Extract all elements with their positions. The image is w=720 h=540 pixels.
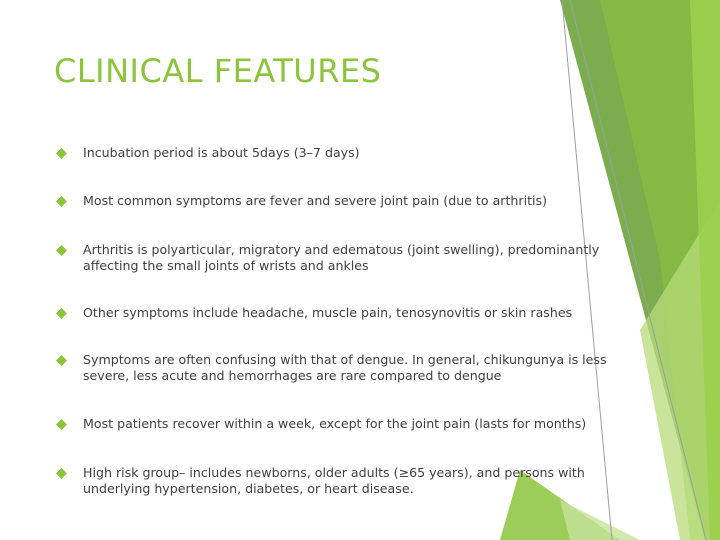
bullet-text: Symptoms are often confusing with that of dengue. In general, chikungunya is less severe, less acute and hemorrhages are rare compared to dengue: [83, 352, 607, 383]
diamond-bullet-icon: [56, 419, 67, 430]
diamond-bullet-icon: [56, 468, 67, 479]
diamond-bullet-icon: [56, 308, 67, 319]
diamond-bullet-icon: [56, 148, 67, 159]
bullet-text: Incubation period is about 5days (3–7 days): [83, 145, 360, 160]
slide-title: CLINICAL FEATURES: [54, 52, 382, 90]
diamond-bullet-icon: [56, 355, 67, 366]
diamond-bullet-icon: [56, 196, 67, 207]
diamond-bullet-icon: [56, 245, 67, 256]
bullet-text: High risk group– includes newborns, older adults (≥65 years), and persons with underlying hypertension, diabetes, or heart disease.: [83, 465, 585, 496]
bullet-text: Most common symptoms are fever and severe joint pain (due to arthritis): [83, 193, 547, 208]
decor-bottom-pale-wedge: [560, 500, 640, 540]
bullet-text: Other symptoms include headache, muscle pain, tenosynovitis or skin rashes: [83, 305, 573, 320]
bullet-text: Most patients recover within a week, except for the joint pain (lasts for months): [83, 416, 587, 431]
bullet-text: Arthritis is polyarticular, migratory and edematous (joint swelling), predominantly affecting the small joints of wrists and ankles: [83, 242, 600, 273]
